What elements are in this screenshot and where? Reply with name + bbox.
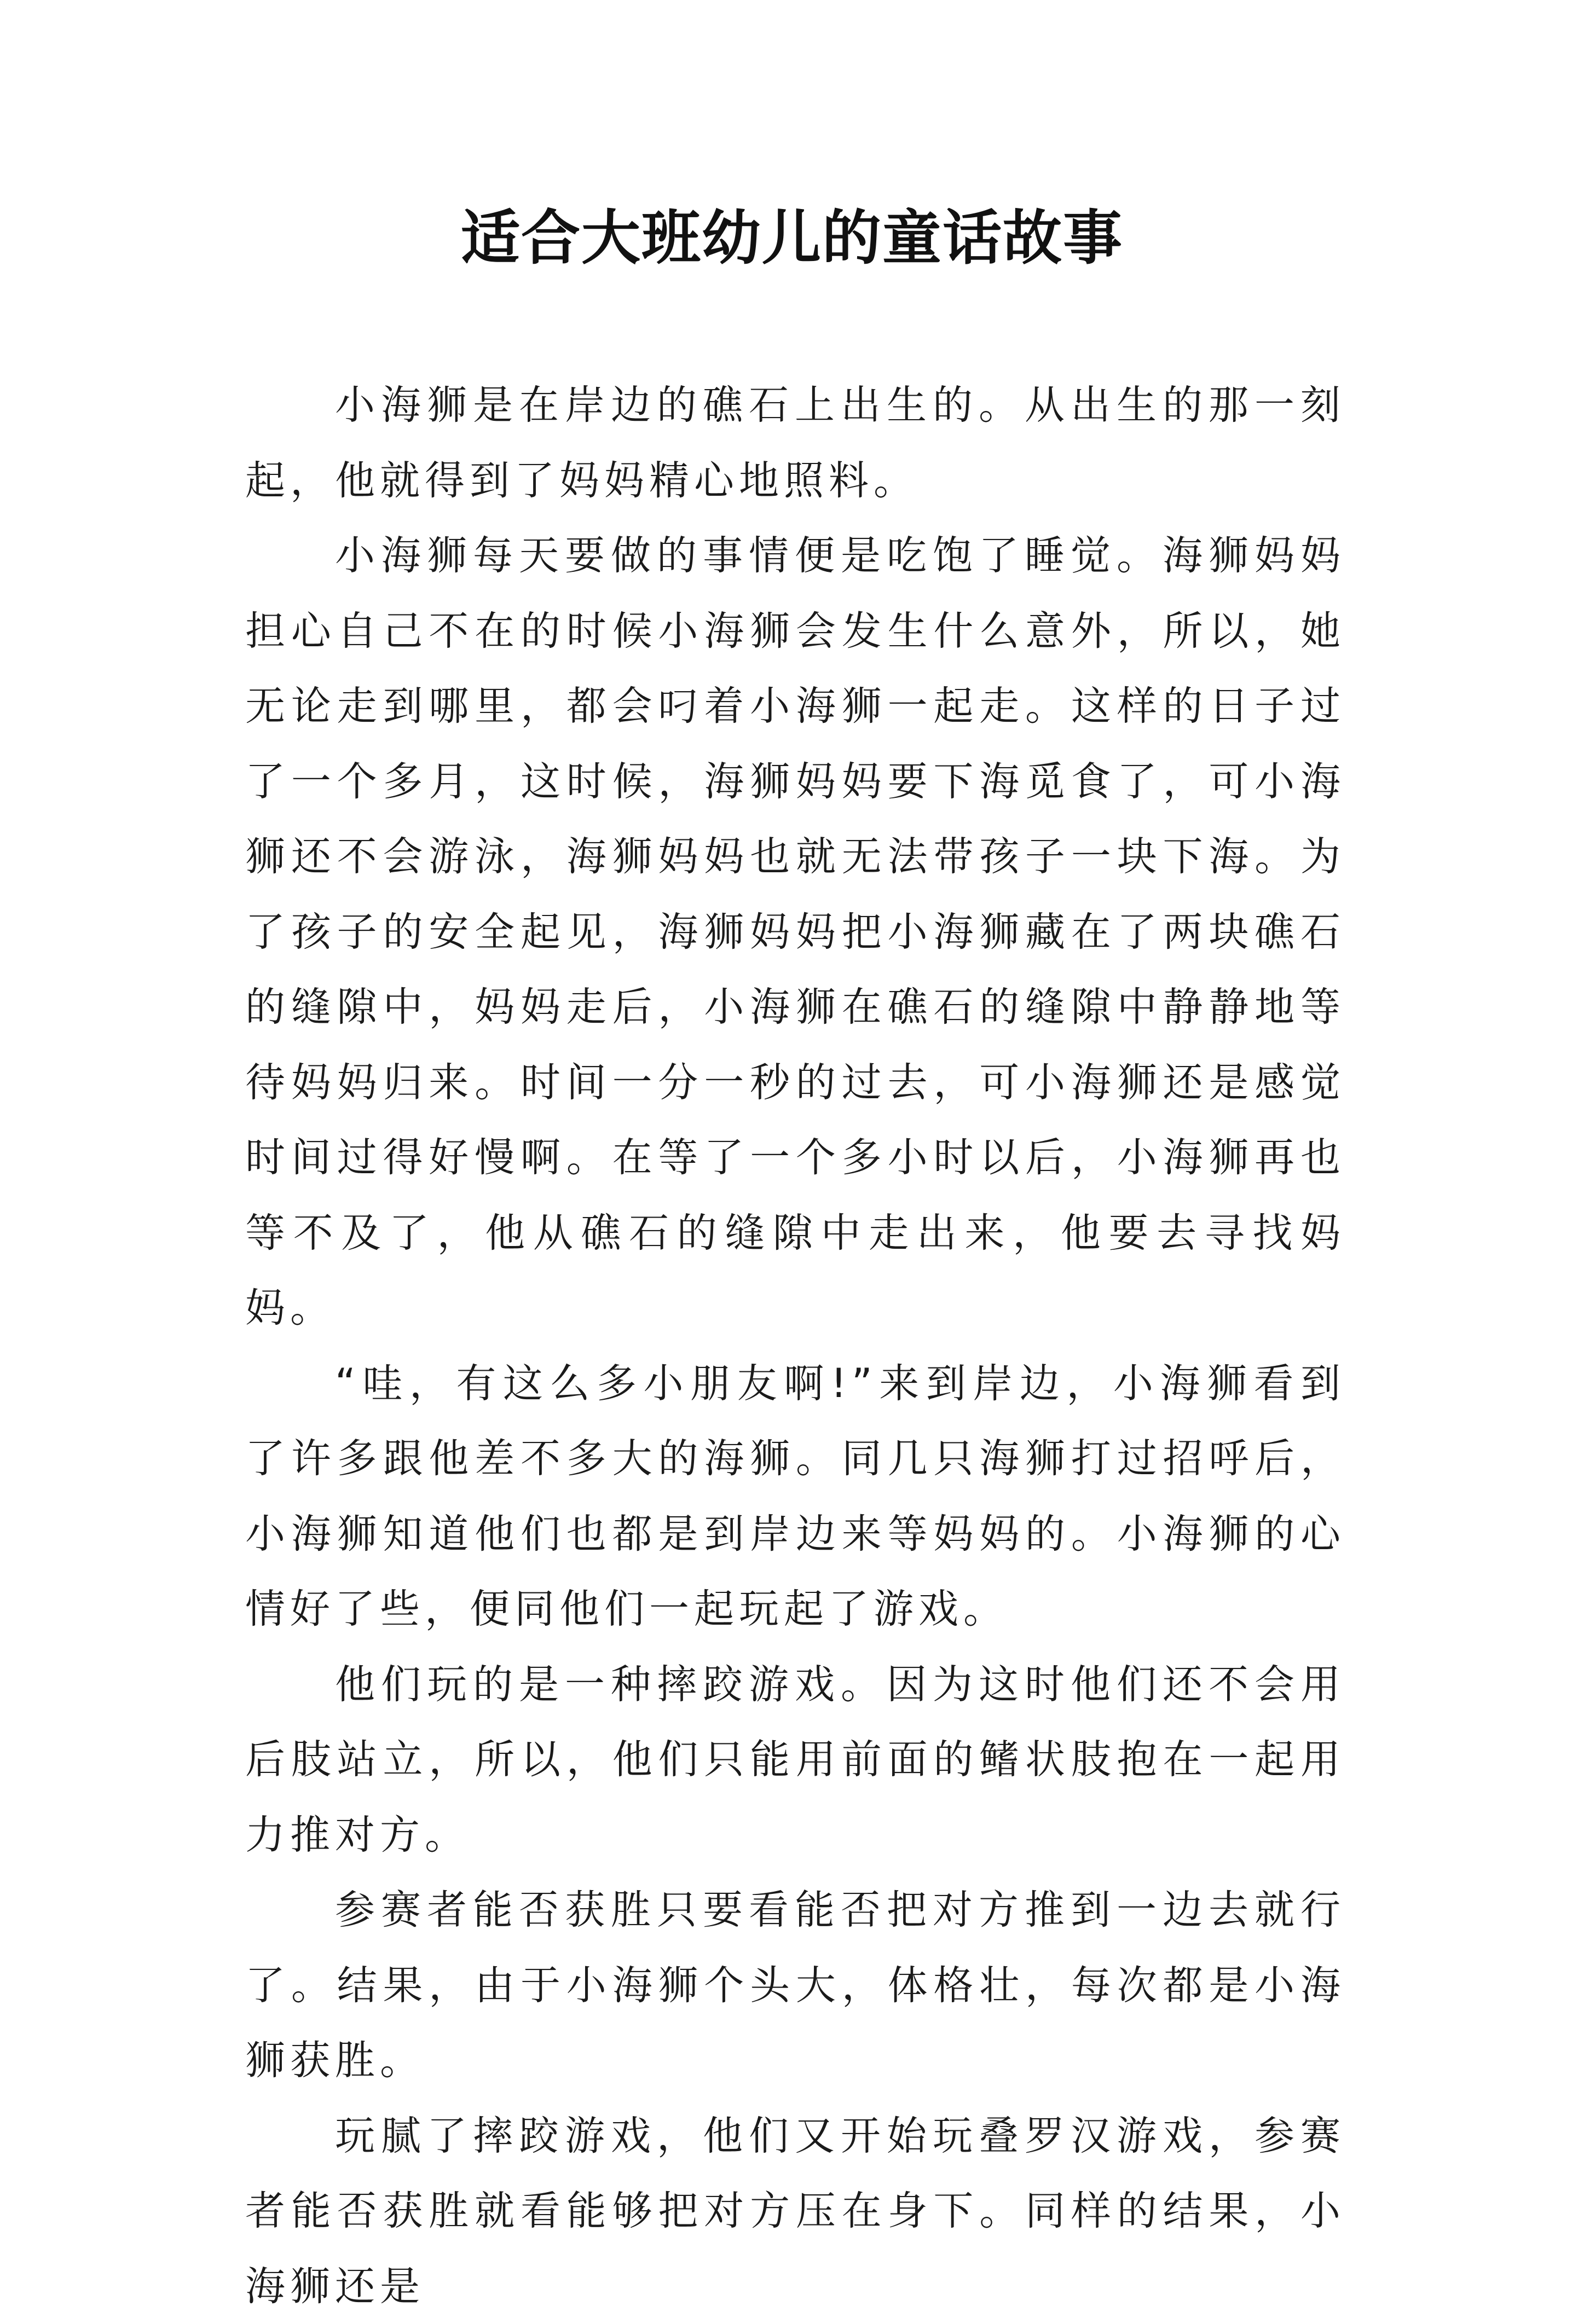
paragraph: 玩腻了摔跤游戏，他们又开始玩叠罗汉游戏，参赛者能否获胜就看能够把对方压在身下。同样的结果，小海狮还是 bbox=[245, 2099, 1345, 2324]
paragraph: 小海狮是在岸边的礁石上出生的。从出生的那一刻起，他就得到了妈妈精心地照料。 bbox=[245, 368, 1345, 518]
document-body bbox=[245, 368, 1345, 2324]
document-title: 适合大班幼儿的童话故事 bbox=[0, 197, 1584, 279]
paragraph: 他们玩的是一种摔跤游戏。因为这时他们还不会用后肢站立，所以，他们只能用前面的鳍状肢抱在一起用力推对方。 bbox=[245, 1647, 1345, 1873]
paragraph: 参赛者能否获胜只要看能否把对方推到一边去就行了。结果，由于小海狮个头大，体格壮，每次都是小海狮获胜。 bbox=[245, 1873, 1345, 2099]
paragraph: “哇，有这么多小朋友啊!”来到岸边，小海狮看到了许多跟他差不多大的海狮。同几只海狮打过招呼后，小海狮知道他们也都是到岸边来等妈妈的。小海狮的心情好了些，便同他们一起玩起了游戏。 bbox=[245, 1346, 1345, 1647]
paragraph: 小海狮每天要做的事情便是吃饱了睡觉。海狮妈妈担心自己不在的时候小海狮会发生什么意外，所以，她无论走到哪里，都会叼着小海狮一起走。这样的日子过了一个多月，这时候，海狮妈妈要下海觅食了，可小海狮还不会游泳，海狮妈妈也就无法带孩子一块下海。为了孩子的安全起见，海狮妈妈把小海狮藏在了两块礁石的缝隙中，妈妈走后，小海狮在礁石的缝隙中静静地等待妈妈归来。时间一分一秒的过去，可小海狮还是感觉时间过得好慢啊。在等了一个多小时以后，小海狮再也等不及了，他从礁石的缝隙中走出来，他要去寻找妈妈。 bbox=[245, 518, 1345, 1346]
